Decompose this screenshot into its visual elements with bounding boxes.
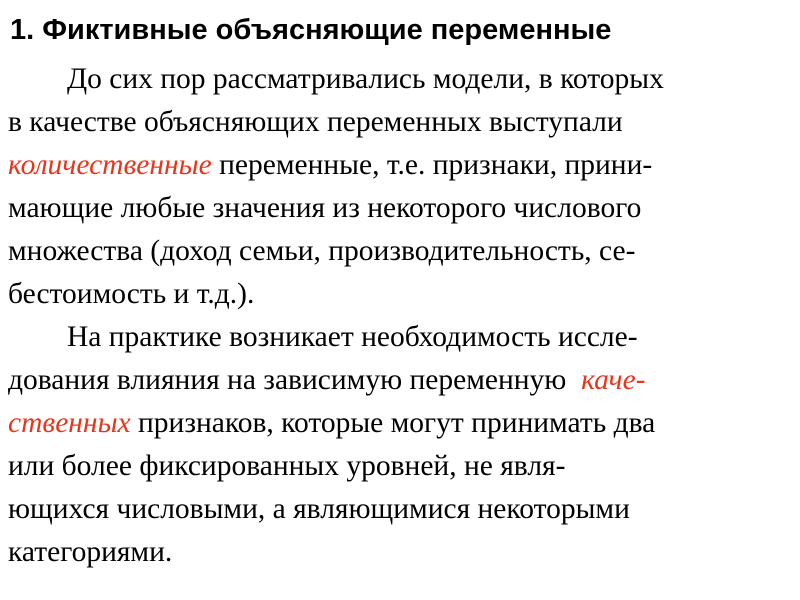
text-segment: признаков, которые могут принимать два bbox=[130, 407, 656, 439]
text-segment: мающие любые значения из некоторого числового bbox=[8, 192, 642, 224]
slide-title: 1. Фиктивные объясняющие переменные bbox=[10, 14, 612, 46]
text-line bbox=[8, 187, 641, 230]
text-segment: или более фиксированных уровней, не явля- bbox=[8, 450, 566, 482]
text-line bbox=[8, 445, 565, 488]
text-segment: категориями. bbox=[8, 536, 173, 568]
text-line bbox=[8, 402, 655, 445]
text-segment: дования влияния на зависимую переменную bbox=[8, 364, 582, 396]
emphasized-term: ственных bbox=[8, 407, 131, 439]
text-line bbox=[8, 531, 172, 574]
text-line bbox=[8, 101, 623, 144]
text-line bbox=[8, 144, 652, 187]
emphasized-term: количественные bbox=[8, 149, 212, 181]
text-line bbox=[8, 316, 638, 359]
text-line bbox=[8, 273, 254, 316]
text-segment: бестоимость и т.д.). bbox=[8, 278, 255, 310]
text-line bbox=[8, 58, 664, 101]
text-segment: в качестве объясняющих переменных выступали bbox=[8, 106, 623, 138]
text-line bbox=[8, 488, 630, 531]
text-segment: На практике возникает необходимость иссле- bbox=[8, 321, 638, 353]
text-segment: ющихся числовыми, а являющимися некоторыми bbox=[8, 493, 630, 525]
text-segment: До сих пор рассматривались модели, в которых bbox=[8, 63, 664, 95]
text-line bbox=[8, 359, 646, 402]
emphasized-term: каче- bbox=[581, 364, 646, 396]
text-segment: переменные, т.е. признаки, прини- bbox=[211, 149, 653, 181]
text-segment: множества (доход семьи, производительность, се- bbox=[8, 235, 636, 267]
text-line bbox=[8, 230, 635, 273]
